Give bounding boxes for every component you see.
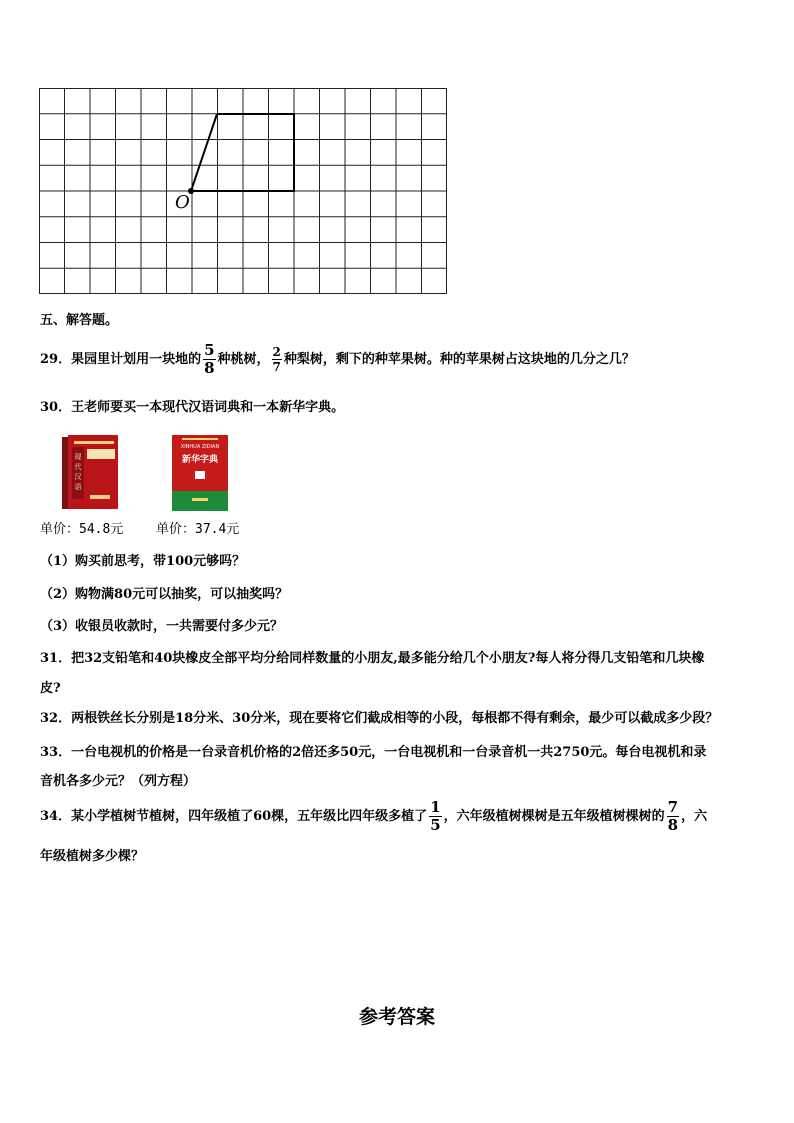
xinhua-book-image	[172, 435, 228, 511]
q34-mid: ，六年级植树棵树是五年级植树棵树的	[443, 809, 665, 824]
question-31-line-1: 31．把32支铅笔和40块橡皮全部平均分给同样数量的小朋友,最多能分给几个小朋友?每人将分得几支铅笔和几块橡	[40, 651, 705, 666]
origin-label: O	[175, 192, 190, 213]
q34-fraction-1	[429, 799, 441, 834]
q34-frac1-num: 1	[430, 798, 441, 816]
q30-sub-3: （3）收银员收款时，一共需要付多少元？	[40, 619, 284, 634]
answer-title: 参考答案	[358, 1006, 435, 1028]
grid-figure	[39, 88, 447, 294]
question-30: 30．王老师要买一本现代汉语词典和一本新华字典。	[40, 400, 345, 415]
section-title: 五、解答题。	[40, 313, 119, 328]
xinhua-price: 单价：37.4元	[156, 522, 240, 537]
q34-frac1-den: 5	[430, 816, 441, 834]
q29-fraction-2	[272, 345, 282, 374]
q29-frac1-den: 8	[204, 359, 215, 377]
q34-prefix: 34．某小学植树节植树，四年级植了60棵，五年级比四年级多植了	[40, 809, 428, 824]
q29-prefix: 29．果园里计划用一块地的	[40, 352, 202, 367]
question-34-line-1	[40, 799, 707, 834]
q30-sub-2: （2）购物满80元可以抽奖，可以抽奖吗？	[40, 587, 289, 602]
question-29	[40, 342, 635, 377]
question-32: 32．两根铁丝长分别是18分米、30分米，现在要将它们截成相等的小段，每根都不得有剩余，最少可以截成多少段？	[40, 711, 719, 726]
dictionary-price: 单价：54.8元	[40, 522, 124, 537]
q30-sub-1: （1）购买前思考，带100元够吗？	[40, 554, 246, 569]
dictionary-book-image	[62, 433, 120, 511]
q29-suffix: 种梨树，剩下的种苹果树。种的苹果树占这块地的几分之几？	[283, 352, 635, 367]
question-34-line-2: 年级植树多少棵？	[40, 849, 145, 864]
q34-frac2-num: 7	[667, 798, 679, 816]
svg-text:代: 代	[74, 463, 82, 471]
q29-frac2-den: 7	[272, 360, 281, 374]
grid-svg	[39, 88, 447, 294]
svg-text:新华字典: 新华字典	[181, 455, 219, 465]
q29-frac2-num: 2	[272, 345, 281, 359]
q29-fraction-1	[203, 342, 215, 377]
q34-fraction-2	[667, 799, 679, 834]
svg-text:XINHUA ZIDIAN: XINHUA ZIDIAN	[180, 444, 220, 450]
question-31-line-2: 皮?	[40, 681, 61, 696]
q34-suffix: ，六	[681, 809, 708, 824]
question-33-line-1: 33．一台电视机的价格是一台录音机价格的2倍还多50元，一台电视机和一台录音机一共2750元。每台电视机和录	[40, 745, 707, 760]
question-33-line-2: 音机各多少元？（列方程）	[40, 774, 197, 789]
svg-text:汉: 汉	[74, 473, 82, 481]
q29-frac1-num: 5	[204, 341, 215, 359]
svg-text:现: 现	[74, 453, 82, 461]
q34-frac2-den: 8	[667, 816, 679, 834]
svg-text:语: 语	[74, 483, 82, 491]
q29-mid: 种桃树，	[217, 352, 270, 367]
